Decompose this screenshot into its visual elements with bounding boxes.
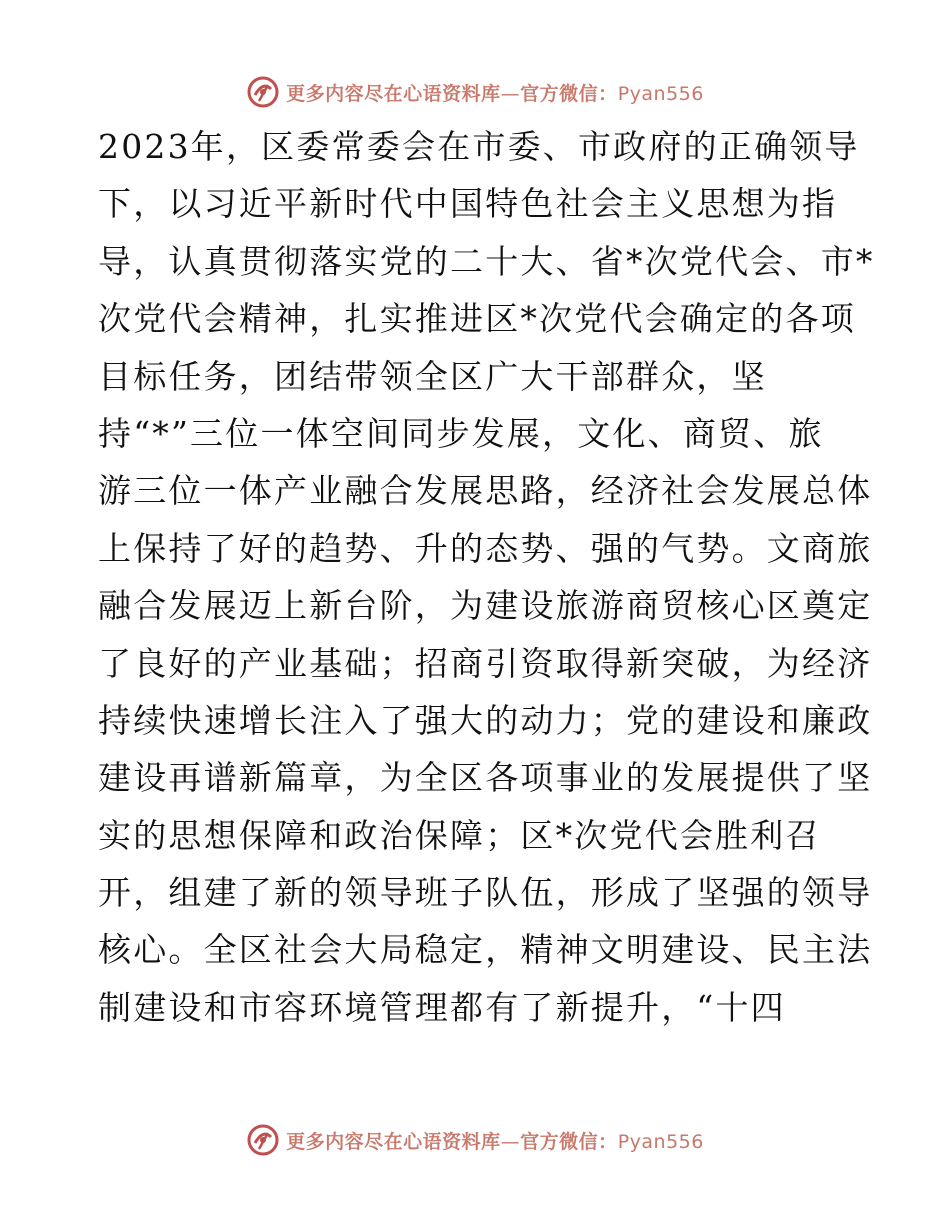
header-banner-title: 更多内容尽在心语资料库 xyxy=(286,82,501,105)
body-line: 次党代会精神，扎实推进区*次党代会确定的各项 xyxy=(98,299,856,339)
footer-banner-account: Pyan556 xyxy=(617,1130,704,1153)
body-line: 上保持了好的趋势、升的态势、强的气势。文商旅 xyxy=(98,528,873,568)
header-banner-text xyxy=(286,79,704,106)
body-line: 开，组建了新的领导班子队伍，形成了坚强的领导 xyxy=(98,873,873,913)
body-line: 下，以习近平新时代中国特色社会主义思想为指 xyxy=(98,184,838,224)
body-line: 建设再谱新篇章，为全区各项事业的发展提供了坚 xyxy=(98,758,873,798)
body-line: 制建设和市容环境管理都有了新提升，“十四 xyxy=(98,987,786,1027)
seal-logo-icon xyxy=(246,75,280,109)
body-line: 核心。全区社会大局稳定，精神文明建设、民主法 xyxy=(98,930,873,970)
footer-banner-text xyxy=(286,1127,704,1154)
document-body xyxy=(98,118,875,1036)
header-banner-account: Pyan556 xyxy=(617,82,704,105)
body-line: 持续快速增长注入了强大的动力；党的建设和廉政 xyxy=(98,700,873,740)
header-banner-separator: — xyxy=(500,82,521,105)
footer-banner-title: 更多内容尽在心语资料库 xyxy=(286,1130,501,1153)
body-line: 2023年，区委常委会在市委、市政府的正确领导 xyxy=(98,127,860,166)
header-banner-wechat-label: 官方微信： xyxy=(520,82,618,105)
header-watermark-banner xyxy=(0,72,950,112)
footer-watermark-banner xyxy=(0,1120,950,1160)
body-line: 目标任务，团结带领全区广大干部群众，坚 xyxy=(98,356,767,396)
body-line: 融合发展迈上新台阶，为建设旅游商贸核心区奠定 xyxy=(98,586,873,626)
footer-banner-separator: — xyxy=(500,1130,521,1153)
body-line: 了良好的产业基础；招商引资取得新突破，为经济 xyxy=(98,643,873,683)
body-line: 游三位一体产业融合发展思路，经济社会发展总体 xyxy=(98,471,873,511)
seal-logo-icon xyxy=(246,1123,280,1157)
body-line: 导，认真贯彻落实党的二十大、省*次党代会、市* xyxy=(98,241,875,281)
body-line: 持“*”三位一体空间同步发展，文化、商贸、旅 xyxy=(98,413,824,453)
footer-banner-wechat-label: 官方微信： xyxy=(520,1130,618,1153)
body-line: 实的思想保障和政治保障；区*次党代会胜利召 xyxy=(98,815,821,855)
